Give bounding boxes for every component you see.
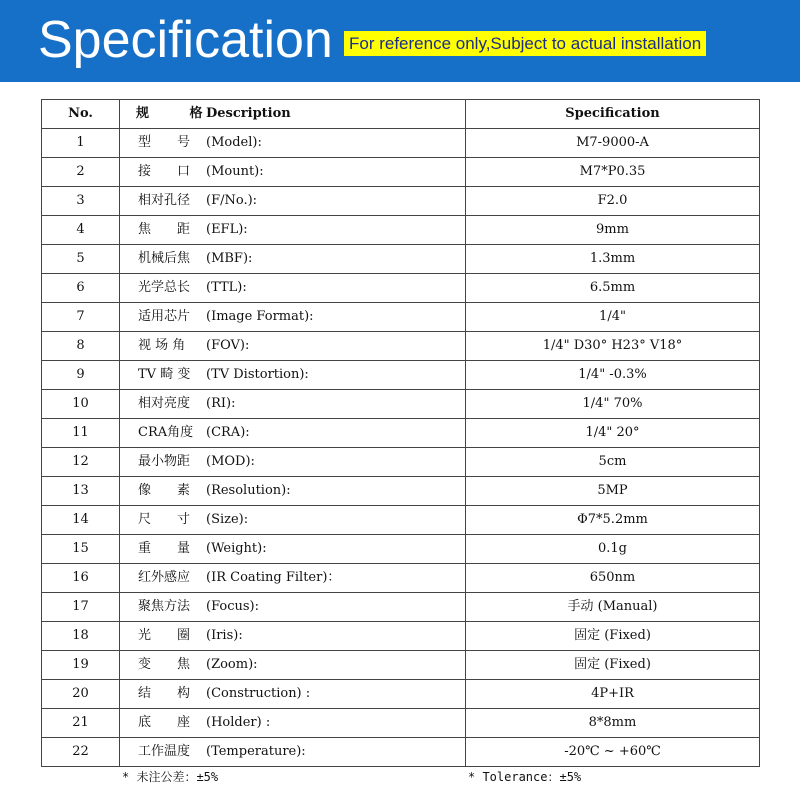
- row-specification: 1.3mm: [466, 245, 760, 274]
- row-description: [120, 158, 466, 187]
- row-specification: F2.0: [466, 187, 760, 216]
- row-description: [120, 216, 466, 245]
- footnote-en: * Tolerance：±5%: [468, 770, 582, 784]
- row-specification: 1/4" -0.3%: [466, 361, 760, 390]
- footnote-cn: * 未注公差：±5%: [122, 770, 219, 784]
- row-specification: 0.1g: [466, 535, 760, 564]
- table-row: [42, 738, 760, 767]
- table-row: [42, 303, 760, 332]
- table-row: [42, 419, 760, 448]
- row-description-en: (FOV):: [206, 338, 250, 353]
- row-description-en: (MBF):: [206, 251, 253, 266]
- table-row: [42, 390, 760, 419]
- row-description-en: (IR Coating Filter)：: [206, 570, 341, 585]
- row-description: [120, 622, 466, 651]
- row-description-cn: 像 素: [138, 483, 191, 498]
- row-description-cn: 相对亮度: [138, 396, 191, 411]
- row-description-en: (CRA):: [206, 425, 250, 440]
- table-row: [42, 622, 760, 651]
- row-number: 18: [42, 622, 120, 651]
- row-description-en: (Construction) :: [206, 686, 311, 701]
- table-row: [42, 332, 760, 361]
- row-description-cn: CRA角度: [138, 425, 194, 440]
- row-number: 10: [42, 390, 120, 419]
- row-description: [120, 332, 466, 361]
- row-description-cn: 最小物距: [138, 454, 191, 469]
- header-banner: [0, 0, 800, 82]
- row-description: [120, 303, 466, 332]
- row-description-cn: 工作温度: [138, 744, 191, 759]
- row-number: 20: [42, 680, 120, 709]
- row-number: 9: [42, 361, 120, 390]
- row-description: [120, 419, 466, 448]
- row-description-cn: 聚焦方法: [138, 599, 191, 614]
- table-row: [42, 361, 760, 390]
- header-description: [120, 100, 466, 129]
- row-description-cn: 光学总长: [138, 280, 191, 295]
- row-description: [120, 361, 466, 390]
- row-description-cn: 尺 寸: [138, 512, 191, 527]
- row-description-en: (TV Distortion):: [206, 367, 309, 382]
- row-number: 1: [42, 129, 120, 158]
- row-description-cn: 焦 距: [138, 222, 191, 237]
- page-title: Specification: [38, 11, 333, 69]
- row-number: 16: [42, 564, 120, 593]
- row-specification: 650nm: [466, 564, 760, 593]
- row-description: [120, 535, 466, 564]
- spec-table-body: [42, 129, 760, 767]
- row-description: [120, 709, 466, 738]
- row-description-cn: 变 焦: [138, 657, 191, 672]
- row-specification: 9mm: [466, 216, 760, 245]
- table-row: [42, 680, 760, 709]
- table-row: [42, 158, 760, 187]
- row-description-cn: 接 口: [138, 164, 191, 179]
- spec-table: [41, 99, 760, 767]
- row-specification: Φ7*5.2mm: [466, 506, 760, 535]
- table-row: [42, 477, 760, 506]
- row-specification: 固定 (Fixed): [466, 622, 760, 651]
- row-number: 12: [42, 448, 120, 477]
- row-description-en: (Mount):: [206, 164, 264, 179]
- row-description-en: (Holder) :: [206, 715, 271, 730]
- table-header-row: [42, 100, 760, 129]
- header-no: No.: [42, 100, 120, 129]
- reference-note: For reference only,Subject to actual installation: [344, 31, 706, 56]
- row-number: 6: [42, 274, 120, 303]
- row-description-en: (Weight):: [206, 541, 267, 556]
- row-description-en: (Resolution):: [206, 483, 291, 498]
- table-row: [42, 709, 760, 738]
- row-specification: 5MP: [466, 477, 760, 506]
- row-specification: M7-9000-A: [466, 129, 760, 158]
- row-number: 15: [42, 535, 120, 564]
- row-specification: 1/4" 70%: [466, 390, 760, 419]
- row-description-en: (TTL):: [206, 280, 247, 295]
- row-description: [120, 738, 466, 767]
- table-row: [42, 274, 760, 303]
- row-description-cn: 机械后焦: [138, 251, 191, 266]
- row-description-en: (MOD):: [206, 454, 255, 469]
- table-row: [42, 651, 760, 680]
- row-description-cn: 相对孔径: [138, 193, 191, 208]
- table-row: [42, 535, 760, 564]
- row-description-cn: 重 量: [138, 541, 191, 556]
- row-description: [120, 593, 466, 622]
- row-description-en: (Zoom):: [206, 657, 258, 672]
- row-description-en: (F/No.):: [206, 193, 258, 208]
- row-number: 4: [42, 216, 120, 245]
- row-description-en: (Focus):: [206, 599, 259, 614]
- row-number: 14: [42, 506, 120, 535]
- row-description-en: (RI):: [206, 396, 236, 411]
- row-description: [120, 564, 466, 593]
- row-description: [120, 680, 466, 709]
- row-description: [120, 390, 466, 419]
- table-row: [42, 506, 760, 535]
- row-specification: 固定 (Fixed): [466, 651, 760, 680]
- row-description-en: (EFL):: [206, 222, 248, 237]
- row-specification: 1/4": [466, 303, 760, 332]
- table-row: [42, 564, 760, 593]
- row-number: 11: [42, 419, 120, 448]
- row-description: [120, 651, 466, 680]
- row-number: 5: [42, 245, 120, 274]
- row-number: 21: [42, 709, 120, 738]
- table-row: [42, 216, 760, 245]
- row-description-cn: 红外感应: [138, 570, 191, 585]
- row-description-cn: 结 构: [138, 686, 191, 701]
- row-number: 19: [42, 651, 120, 680]
- table-row: [42, 129, 760, 158]
- row-specification: M7*P0.35: [466, 158, 760, 187]
- row-description: [120, 477, 466, 506]
- row-specification: 6.5mm: [466, 274, 760, 303]
- row-number: 17: [42, 593, 120, 622]
- row-description-cn: 底 座: [138, 715, 191, 730]
- row-specification: 8*8mm: [466, 709, 760, 738]
- row-description-en: (Temperature):: [206, 744, 306, 759]
- row-number: 2: [42, 158, 120, 187]
- row-description: [120, 129, 466, 158]
- row-specification: 5cm: [466, 448, 760, 477]
- row-description-en: (Image Format):: [206, 309, 314, 324]
- row-description: [120, 274, 466, 303]
- row-number: 8: [42, 332, 120, 361]
- row-description-cn: 光 圈: [138, 628, 191, 643]
- row-specification: 1/4" 20°: [466, 419, 760, 448]
- row-specification: 1/4" D30° H23° V18°: [466, 332, 760, 361]
- row-description: [120, 187, 466, 216]
- header-description-cn: 规 格: [136, 106, 221, 121]
- row-number: 7: [42, 303, 120, 332]
- row-number: 22: [42, 738, 120, 767]
- header-description-en: Description: [206, 106, 291, 121]
- row-number: 3: [42, 187, 120, 216]
- row-description: [120, 245, 466, 274]
- row-description-cn: TV 畸 变: [138, 367, 191, 382]
- header-specification: Specification: [466, 100, 760, 129]
- row-description-en: (Iris):: [206, 628, 243, 643]
- row-specification: -20℃ ~ +60℃: [466, 738, 760, 767]
- row-number: 13: [42, 477, 120, 506]
- row-specification: 4P+IR: [466, 680, 760, 709]
- row-description: [120, 506, 466, 535]
- row-description-cn: 视 场 角: [138, 338, 186, 353]
- table-row: [42, 448, 760, 477]
- row-specification: 手动 (Manual): [466, 593, 760, 622]
- row-description-en: (Model):: [206, 135, 262, 150]
- row-description-cn: 型 号: [138, 135, 191, 150]
- row-description-cn: 适用芯片: [138, 309, 191, 324]
- row-description-en: (Size):: [206, 512, 249, 527]
- row-description: [120, 448, 466, 477]
- table-row: [42, 593, 760, 622]
- table-row: [42, 187, 760, 216]
- table-row: [42, 245, 760, 274]
